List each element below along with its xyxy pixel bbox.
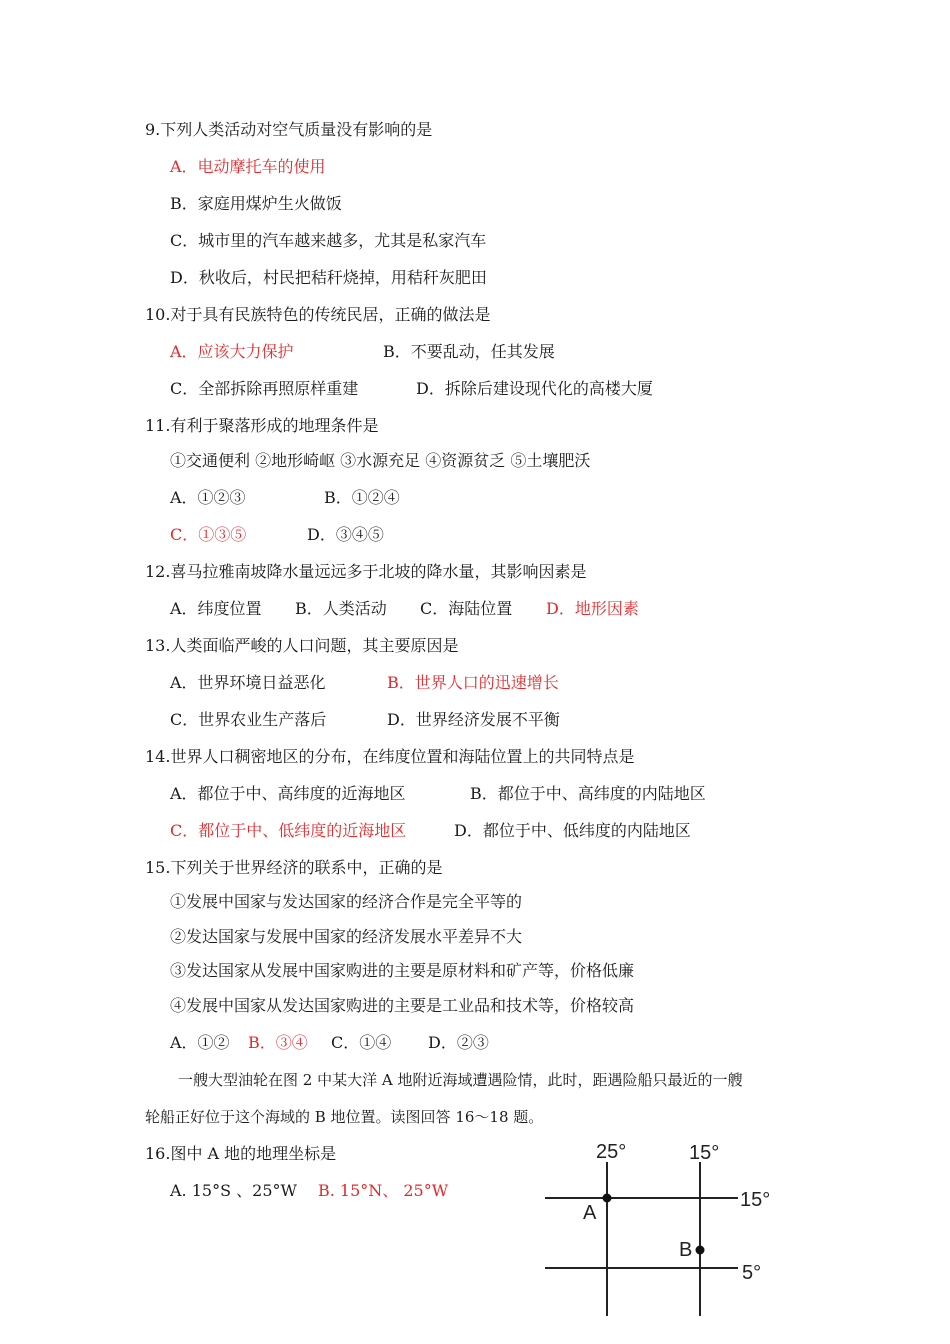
q9-option-b: B．家庭用煤炉生火做饭 <box>170 194 342 213</box>
q12-option-a: A．纬度位置 <box>170 599 262 618</box>
q16-option-a: A. 15°S 、25°W <box>170 1181 297 1200</box>
point-b-label: B <box>679 1239 693 1261</box>
longitude-label-right: 15° <box>689 1142 720 1164</box>
point-b-marker <box>696 1246 705 1255</box>
q15-option-c: C．①④ <box>331 1033 392 1052</box>
passage-line-2: 轮船正好位于这个海域的 B 地位置。读图回答 16～18 题。 <box>145 1108 544 1126</box>
q13-stem: 13.人类面临严峻的人口问题，其主要原因是 <box>145 636 459 655</box>
q10-stem: 10.对于具有民族特色的传统民居，正确的做法是 <box>145 305 491 324</box>
q15-statement-2: ②发达国家与发展中国家的经济发展水平差异不大 <box>170 927 523 946</box>
q9-stem: 9.下列人类活动对空气质量没有影响的是 <box>145 120 433 139</box>
q15-option-b: B．③④ <box>248 1033 308 1052</box>
coordinate-grid-map <box>540 1136 785 1316</box>
q13-option-b: B．世界人口的迅速增长 <box>387 673 559 692</box>
q12-option-d: D．地形因素 <box>546 599 639 618</box>
q10-option-b: B．不要乱动，任其发展 <box>383 342 555 361</box>
q10-option-d: D．拆除后建设现代化的高楼大厦 <box>416 379 653 398</box>
q15-stem: 15.下列关于世界经济的联系中，正确的是 <box>145 858 443 877</box>
q9-option-a: A．电动摩托车的使用 <box>170 157 326 176</box>
q11-condition-list: ①交通便利 ②地形崎岖 ③水源充足 ④资源贫乏 ⑤土壤肥沃 <box>170 451 591 470</box>
q13-option-c: C．世界农业生产落后 <box>170 710 327 729</box>
q15-statement-3: ③发达国家从发展中国家购进的主要是原材料和矿产等，价格低廉 <box>170 961 635 980</box>
q11-option-c: C．①③⑤ <box>170 525 247 544</box>
q13-option-a: A．世界环境日益恶化 <box>170 673 326 692</box>
q14-option-c: C．都位于中、低纬度的近海地区 <box>170 821 407 840</box>
point-a-marker <box>603 1194 612 1203</box>
q14-option-a: A．都位于中、高纬度的近海地区 <box>170 784 406 803</box>
q12-option-c: C．海陆位置 <box>420 599 513 618</box>
q11-option-d: D．③④⑤ <box>307 525 384 544</box>
q14-option-d: D．都位于中、低纬度的内陆地区 <box>454 821 691 840</box>
q12-stem: 12.喜马拉雅南坡降水量远远多于北坡的降水量，其影响因素是 <box>145 562 587 581</box>
q16-stem: 16.图中 A 地的地理坐标是 <box>145 1144 337 1163</box>
q15-statement-4: ④发展中国家从发达国家购进的主要是工业品和技术等，价格较高 <box>170 996 635 1015</box>
q12-option-b: B．人类活动 <box>295 599 387 618</box>
latitude-label-bottom: 5° <box>742 1262 762 1284</box>
longitude-label-left: 25° <box>596 1141 627 1163</box>
q11-stem: 11.有利于聚落形成的地理条件是 <box>145 416 379 435</box>
point-a-label: A <box>583 1202 597 1224</box>
q11-option-a: A．①②③ <box>170 488 246 507</box>
q9-option-d: D．秋收后，村民把秸秆烧掉，用秸秆灰肥田 <box>170 268 487 287</box>
q15-option-d: D．②③ <box>428 1033 489 1052</box>
q15-statement-1: ①发展中国家与发达国家的经济合作是完全平等的 <box>170 892 523 911</box>
q11-option-b: B．①②④ <box>324 488 400 507</box>
latitude-label-top: 15° <box>740 1189 771 1211</box>
q9-option-c: C．城市里的汽车越来越多，尤其是私家汽车 <box>170 231 487 250</box>
q10-option-a: A．应该大力保护 <box>170 342 294 361</box>
q13-option-d: D．世界经济发展不平衡 <box>387 710 560 729</box>
q14-stem: 14.世界人口稠密地区的分布，在纬度位置和海陆位置上的共同特点是 <box>145 747 635 766</box>
q15-option-a: A．①② <box>170 1033 230 1052</box>
q10-option-c: C．全部拆除再照原样重建 <box>170 379 359 398</box>
passage-line-1: 一艘大型油轮在图 2 中某大洋 A 地附近海域遭遇险情，此时，距遇险船只最近的一艘 <box>178 1071 743 1089</box>
q14-option-b: B．都位于中、高纬度的内陆地区 <box>470 784 706 803</box>
q16-option-b: B. 15°N、 25°W <box>318 1181 449 1200</box>
